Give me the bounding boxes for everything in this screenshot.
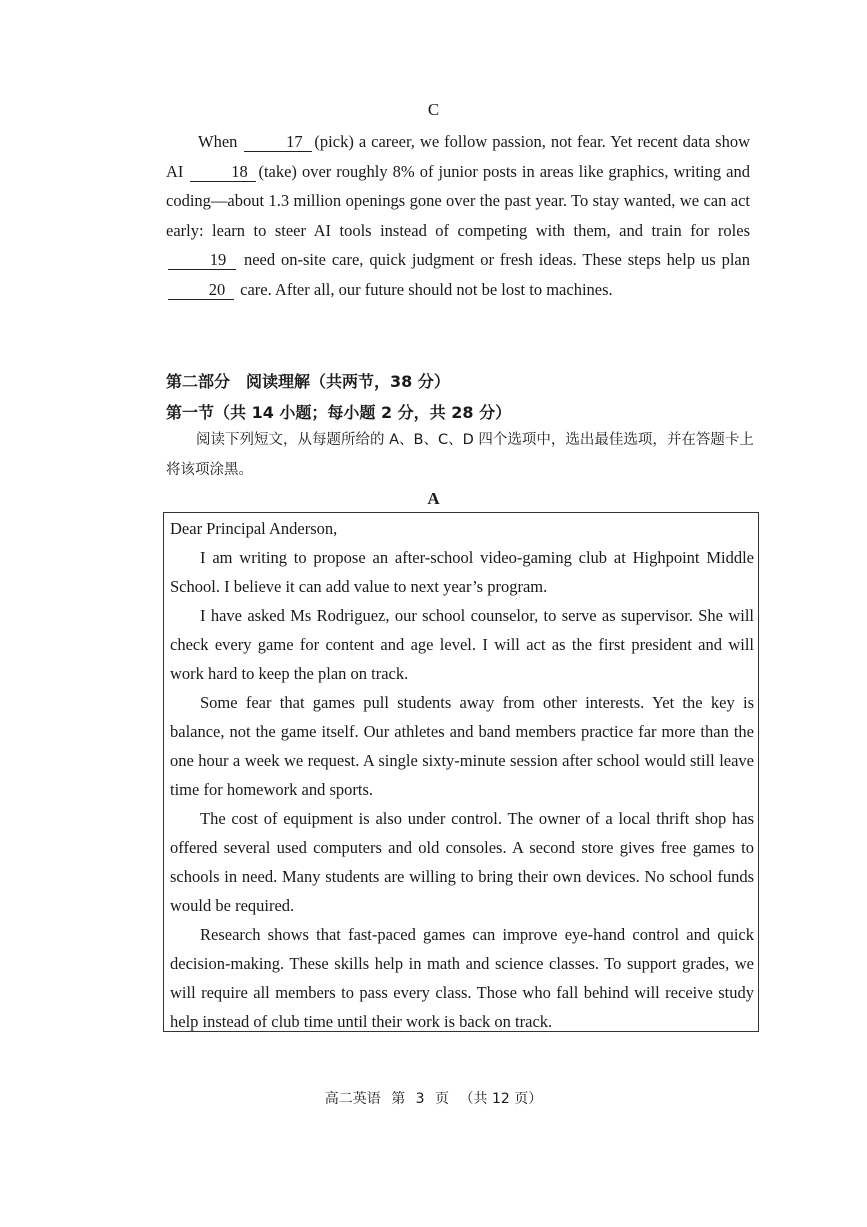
blank-19: 19 xyxy=(168,251,236,270)
section-c-heading: C xyxy=(427,100,440,119)
page-footer xyxy=(0,1088,867,1108)
c-text-4: need on-site care, quick judgment or fresh ideas. These steps help us plan xyxy=(243,250,750,269)
c-text-1: When xyxy=(198,132,238,151)
letter-paragraph: I have asked Ms Rodriguez, our school counselor, to serve as supervisor. She will check every game for content and age level. I will act as the first president and will work hard to keep the plan on track. xyxy=(170,606,754,683)
footer-page-number: 3 xyxy=(415,1091,425,1107)
passage-a-letter xyxy=(170,514,754,1036)
blank-18: 18 xyxy=(190,163,256,182)
letter-paragraph: Some fear that games pull students away from other interests. Yet the key is balance, not the game itself. Our athletes and band members practice far more than the one hour a week we request. A single sixty-minute session after school would still leave time for homework and sports. xyxy=(170,693,754,799)
part2-heading: 第二部分 阅读理解（共两节，38 分） xyxy=(166,372,450,391)
part2-subheading: 第一节（共 14 小题；每小题 2 分，共 28 分） xyxy=(166,403,512,422)
c-text-5: care. After all, our future should not be lost to machines. xyxy=(240,279,613,299)
footer-total-pages: （共 12 页） xyxy=(459,1091,543,1107)
blank-17: 17 xyxy=(244,133,312,152)
letter-paragraph: I am writing to propose an after-school video-gaming club at Highpoint Middle School. I believe it can add value to next year’s program. xyxy=(170,548,754,596)
part2-instruction: 阅读下列短文，从每题所给的 A、B、C、D 四个选项中，选出最佳选项，并在答题卡上将该项涂黑。 xyxy=(166,432,754,478)
c-text-2: (pick) a career, we follow passion, not fear. Yet recent data show AI xyxy=(166,132,751,181)
blank-20: 20 xyxy=(168,281,234,300)
passage-a-heading: A xyxy=(427,489,440,508)
letter-paragraph: The cost of equipment is also under control. The owner of a local thrift shop has offered several used computers and old consoles. A second store gives free games to schools in need. Many students are willing to bring their own devices. No school funds would be required. xyxy=(170,809,754,915)
footer-subject: 高二英语 xyxy=(324,1091,381,1107)
c-text-3: (take) over roughly 8% of junior posts in areas like graphics, writing and coding—about 1.3 million openings gone over the past year. To stay wanted, we can act early: learn to steer AI tools instead of competing with them, and train for roles xyxy=(166,161,750,240)
footer-page-suffix: 页 xyxy=(435,1091,450,1107)
letter-paragraph: Research shows that fast-paced games can improve eye-hand control and quick decision-making. These skills help in math and science classes. To support grades, we will require all members to pass every class. Those who fall behind will receive study help instead of club time until their work is back on track. xyxy=(170,925,754,1031)
section-c-passage xyxy=(166,127,750,304)
footer-page-prefix: 第 xyxy=(391,1091,406,1107)
letter-salutation: Dear Principal Anderson, xyxy=(170,519,338,538)
